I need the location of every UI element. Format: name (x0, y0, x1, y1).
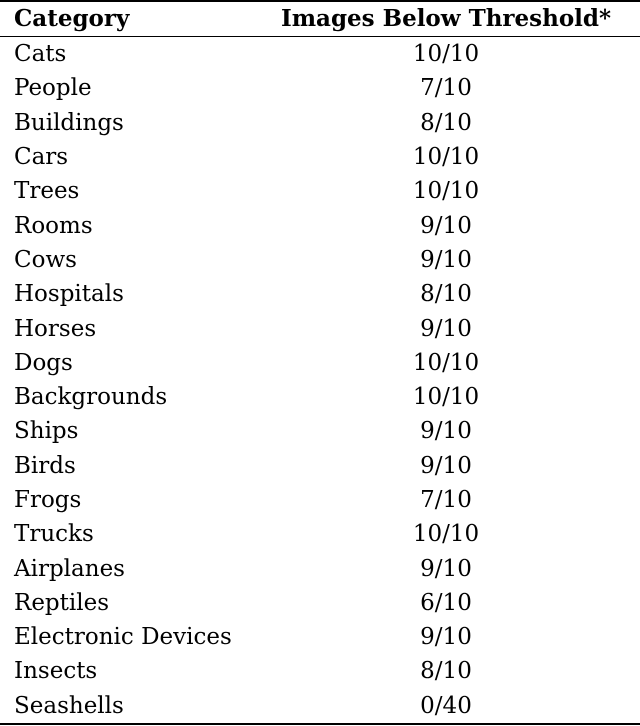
table-row (0, 380, 640, 414)
category-cell: Cats (14, 41, 67, 68)
value-cell: 9/10 (420, 246, 472, 273)
category-cell: Hospitals (14, 281, 124, 308)
header-images-below-threshold: Images Below Threshold* (280, 5, 612, 32)
value-cell: 7/10 (420, 487, 472, 513)
category-cell: Insects (14, 658, 98, 685)
table-row (0, 414, 640, 448)
value-cell: 10/10 (412, 41, 480, 68)
category-cell: Airplanes (14, 555, 125, 582)
category-cell: Birds (14, 452, 76, 479)
category-cell: Cars (14, 144, 69, 171)
category-cell: Trees (14, 178, 80, 205)
table-row (0, 106, 640, 140)
category-cell: Seashells (14, 692, 124, 719)
table-header-row (0, 1, 640, 37)
value-cell: 9/10 (420, 555, 472, 582)
value-cell: 6/10 (420, 589, 472, 616)
category-cell: Trucks (14, 521, 94, 548)
category-cell: Backgrounds (14, 384, 168, 411)
header-category: Category (14, 5, 130, 32)
value-cell: 7/10 (420, 75, 472, 102)
table-body (0, 37, 640, 724)
table-row (0, 654, 640, 688)
value-cell: 10/10 (412, 349, 480, 376)
value-cell: 8/10 (420, 109, 472, 136)
category-cell: Frogs (14, 487, 82, 513)
value-cell: 9/10 (420, 624, 472, 651)
table-row (0, 311, 640, 345)
value-cell: 9/10 (420, 315, 472, 342)
table-row (0, 586, 640, 620)
category-cell: Rooms (14, 212, 93, 239)
category-cell: Dogs (14, 349, 73, 376)
table-row (0, 140, 640, 174)
table-row (0, 517, 640, 551)
value-cell: 8/10 (420, 658, 472, 685)
table-row (0, 277, 640, 311)
table-row (0, 689, 640, 724)
category-cell: Reptiles (14, 589, 110, 616)
category-cell: Electronic Devices (14, 624, 232, 651)
table-row (0, 174, 640, 208)
value-cell: 9/10 (420, 418, 472, 445)
table-row (0, 620, 640, 654)
category-cell: Horses (14, 315, 97, 342)
value-cell: 10/10 (412, 521, 480, 548)
value-cell: 8/10 (420, 281, 472, 308)
table-row (0, 243, 640, 277)
table-row (0, 346, 640, 380)
table-row (0, 551, 640, 585)
table-row (0, 208, 640, 242)
value-cell: 10/10 (412, 384, 480, 411)
value-cell: 0/40 (420, 692, 472, 719)
category-cell: Buildings (14, 109, 124, 136)
table-row (0, 71, 640, 105)
value-cell: 9/10 (420, 212, 472, 239)
value-cell: 9/10 (420, 452, 472, 479)
value-cell: 10/10 (412, 178, 480, 205)
category-cell: People (14, 75, 92, 102)
table-row (0, 37, 640, 72)
category-cell: Cows (14, 246, 77, 273)
value-cell: 10/10 (412, 144, 480, 171)
category-cell: Ships (14, 418, 79, 445)
table-row (0, 449, 640, 483)
table-row (0, 483, 640, 517)
